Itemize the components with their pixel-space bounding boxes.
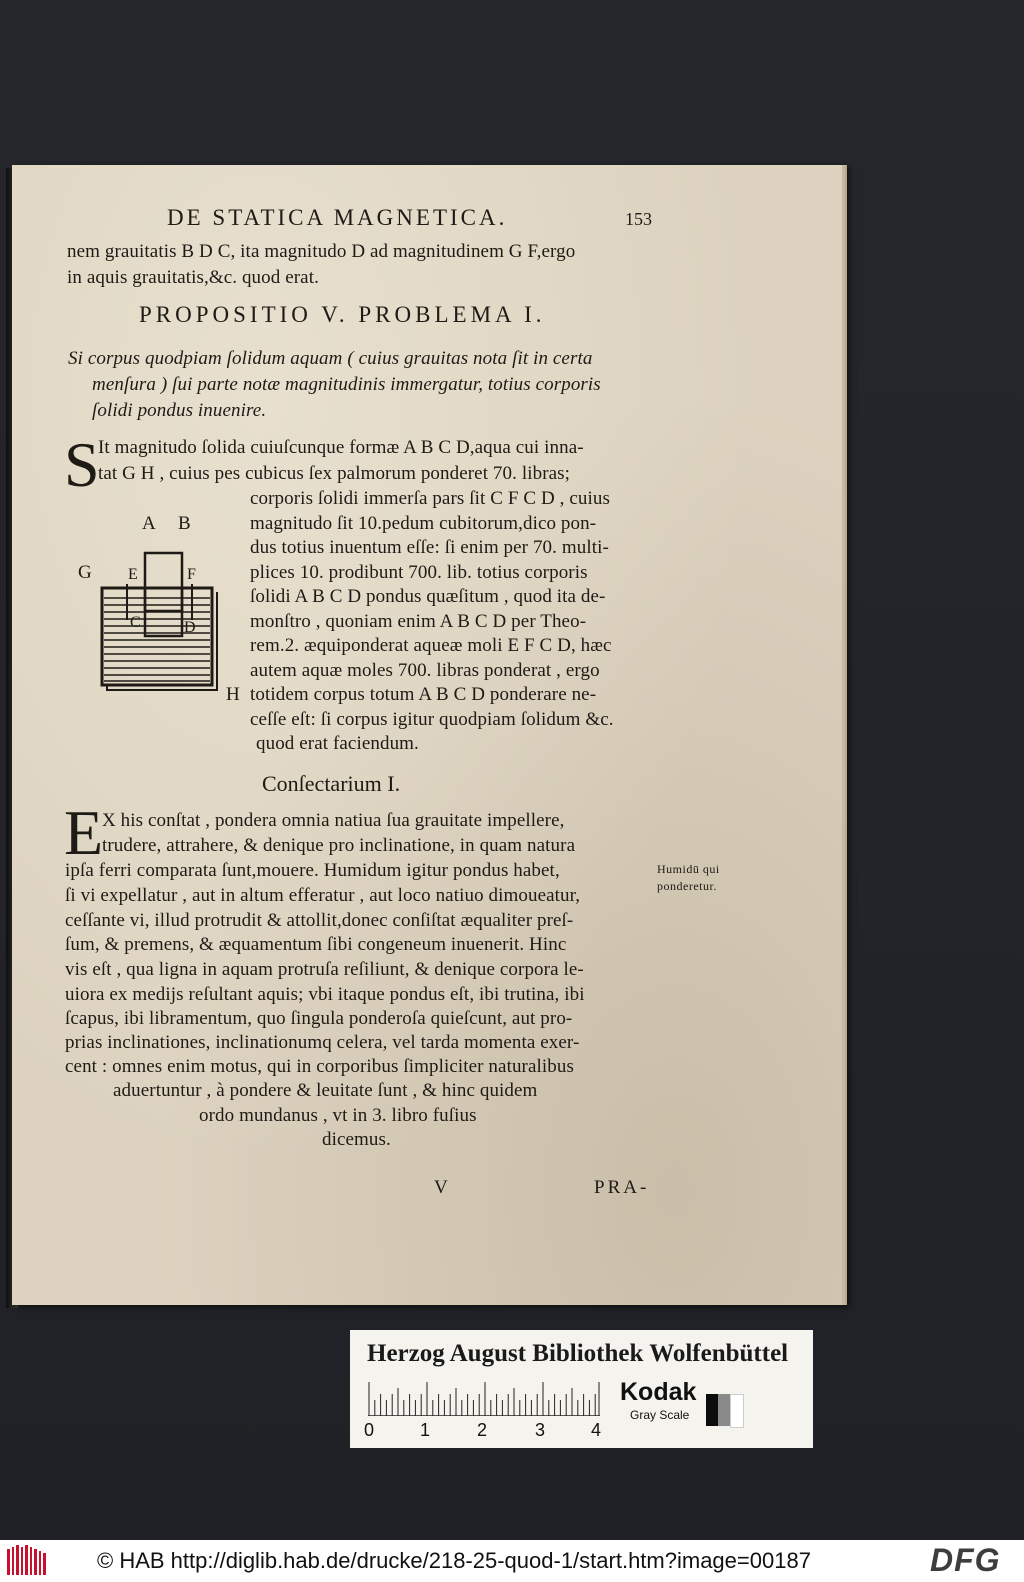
vessel-figure [97, 550, 222, 695]
text-line: nem grauitatis B D C, ita magnitudo D ad magnitudinem G F,ergo [67, 241, 576, 262]
margin-note: Humidū qui [657, 862, 720, 876]
corollary-line: ordo mundanus , vt in 3. libro fuſius [199, 1105, 477, 1126]
proof-line: monſtro , quoniam enim A B C D per Theo- [250, 611, 587, 632]
gray-scale-label: Gray Scale [630, 1408, 690, 1422]
ruler-number: 0 [364, 1420, 375, 1440]
figure-label-g: G [78, 562, 92, 583]
corollary-line: vis eſt , qua ligna in aquam protruſa reſiliunt, & denique corpora le- [65, 959, 584, 980]
proof-line: rem.2. æquiponderat aqueæ moli E F C D, hæc [250, 635, 612, 656]
corollary-line: trudere, attrahere, & denique pro inclinatione, in quam natura [102, 835, 576, 856]
figure-label-a: A [142, 513, 156, 534]
proof-line: totidem corpus totum A B C D ponderare ne- [250, 684, 597, 705]
proposition-heading: PROPOSITIO V. PROBLEMA I. [139, 302, 546, 327]
proof-line: autem aquæ moles 700. libras ponderat , ergo [250, 660, 600, 681]
color-calibration-chart [350, 1330, 813, 1448]
proof-line: It magnitudo ſolida cuiuſcunque formæ A B C D,aqua cui inna- [98, 437, 584, 458]
dfg-logo: DFG [930, 1542, 1001, 1578]
proof-line: ceſſe eſt: ſi corpus igitur quodpiam ſolidum &c. [250, 709, 614, 730]
ruler-number: 3 [535, 1420, 546, 1440]
gray-patch-mid [718, 1394, 730, 1426]
margin-note: ponderetur. [657, 879, 717, 893]
proof-line: dus totius inuentum eſſe: ſi enim per 70. multi- [250, 537, 609, 558]
proof-line: quod erat faciendum. [256, 733, 419, 754]
page-number: 153 [625, 209, 652, 229]
figure-label-d: D [184, 619, 196, 636]
corollary-line: ſcapus, ibi libramentum, quo ſingula ponderoſa quieſcunt, aut pro- [65, 1008, 573, 1029]
figure-label-b: B [178, 513, 191, 534]
figure-label-c: C [130, 614, 141, 631]
ruler-number: 4 [591, 1420, 602, 1440]
enunciation-line: menſura ) ſui parte notæ magnitudinis immergatur, totius corporis [92, 374, 601, 395]
hab-barcode-logo [6, 1545, 48, 1577]
proof-line: ſolidi A B C D pondus quæſitum , quod ita de- [250, 586, 606, 607]
enunciation-line: Si corpus quodpiam ſolidum aquam ( cuius grauitas nota ſit in certa [68, 348, 593, 369]
ruler-number: 1 [420, 1420, 431, 1440]
drop-capital: E [64, 797, 104, 868]
corollary-line: ſum, & premens, & æquamentum ſibi congeneum inuenerit. Hinc [65, 934, 567, 955]
drop-capital: S [64, 429, 100, 500]
ruler-scale [368, 1382, 600, 1416]
corollary-line: ipſa ferri comparata ſunt,mouere. Humidum igitur pondus habet, [65, 860, 560, 881]
kodak-logo: Kodak [620, 1378, 697, 1406]
corollary-line: cent : omnes enim motus, qui in corporibus ſimpliciter naturalibus [65, 1056, 574, 1077]
corollary-line: uiora ex medijs reſultant aquis; vbi itaque pondus eſt, ibi trutina, ibi [65, 984, 585, 1005]
figure-label-e: E [128, 566, 138, 583]
text-line: in aquis grauitatis,&c. quod erat. [67, 267, 319, 288]
enunciation-line: ſolidi pondus inuenire. [92, 400, 267, 421]
book-page [12, 165, 845, 1305]
corollary-line: aduertuntur , à pondere & leuitate ſunt , & hinc quidem [113, 1080, 538, 1101]
gray-patch-black [706, 1394, 718, 1426]
gray-patch-white [730, 1394, 744, 1428]
footer-bar [0, 1540, 1024, 1582]
signature-mark: V [434, 1177, 451, 1198]
corollary-line: ceſſante vi, illud protrudit & attollit,donec conſiſtat æqualiter preſ- [65, 910, 574, 931]
proof-line: magnitudo ſit 10.pedum cubitorum,dico pon- [250, 513, 597, 534]
figure-label-f: F [187, 566, 196, 583]
catchword: PRA- [594, 1177, 650, 1198]
corollary-line: prias inclinationes, inclinationumq celera, vel tarda momenta exer- [65, 1032, 580, 1053]
proof-line: tat G H , cuius pes cubicus ſex palmorum ponderet 70. libras; [98, 463, 571, 484]
proof-line: corporis ſolidi immerſa pars ſit C F C D , cuius [250, 488, 610, 509]
proof-line: plices 10. prodibunt 700. lib. totius corporis [250, 562, 588, 583]
corollary-line: dicemus. [322, 1129, 391, 1150]
footer-url-text: © HAB http://diglib.hab.de/drucke/218-25-quod-1/start.htm?image=00187 [97, 1548, 811, 1573]
corollary-line: X his conſtat , pondera omnia natiua ſua grauitate impellere, [102, 810, 565, 831]
corollary-heading: Conſectarium I. [262, 771, 401, 796]
library-name: Herzog August Bibliothek Wolfenbüttel [367, 1340, 789, 1367]
ruler-number: 2 [477, 1420, 488, 1440]
running-head: DE STATICA MAGNETICA. [167, 205, 508, 230]
figure-label-h: H [226, 684, 240, 705]
corollary-line: ſi vi expellatur , aut in altum efferatur , aut loco natiuo dimoueatur, [65, 885, 581, 906]
